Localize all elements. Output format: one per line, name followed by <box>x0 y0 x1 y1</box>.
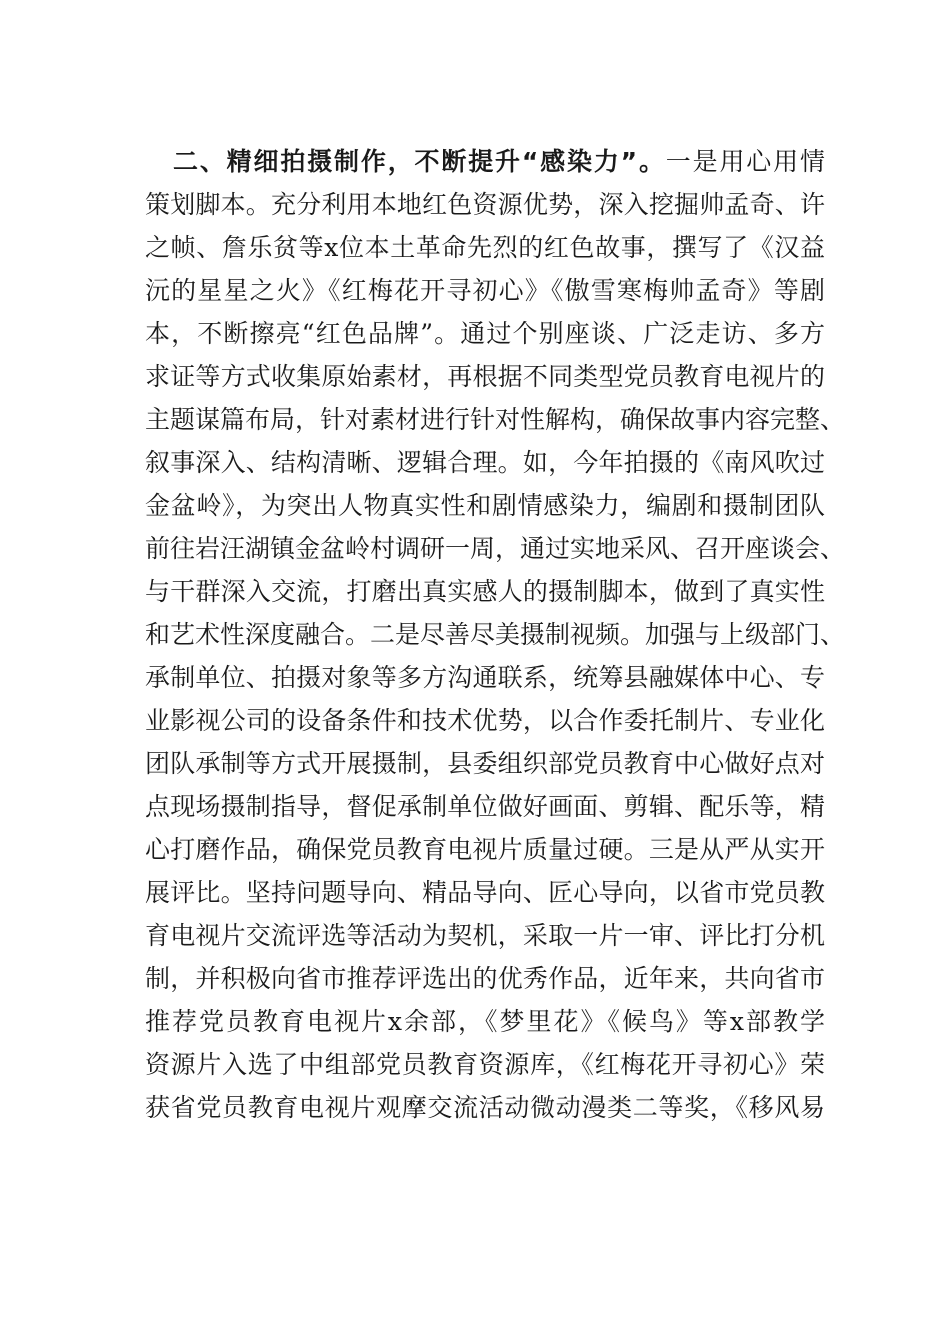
section-heading: 二、精细拍摄制作，不断提升“感染力”。 <box>173 147 666 176</box>
text-line: 金盆岭》，为突出人物真实性和剧情感染力，编剧和摄制团队 <box>145 491 825 520</box>
text-line: 叙事深入、结构清晰、逻辑合理。如，今年拍摄的《南风吹过 <box>145 448 825 477</box>
text-line: 一是用心用情 <box>665 147 825 176</box>
text-line: 团队承制等方式开展摄制，县委组织部党员教育中心做好点对 <box>145 749 825 778</box>
text-line: 资源片入选了中组部党员教育资源库，《红梅花开寻初心》荣 <box>145 1050 825 1079</box>
text-line: 策划脚本。充分利用本地红色资源优势，深入挖掘帅孟奇、许 <box>145 190 825 219</box>
text-line: 制，并积极向省市推荐评选出的优秀作品，近年来，共向省市 <box>145 964 825 993</box>
body-text <box>145 140 846 1129</box>
text-line: 承制单位、拍摄对象等多方沟通联系，统筹县融媒体中心、专 <box>145 663 825 692</box>
text-line: 获省党员教育电视片观摩交流活动微动漫类二等奖，《移风易 <box>145 1093 825 1122</box>
text-line: 展评比。坚持问题导向、精品导向、匠心导向，以省市党员教 <box>145 878 825 907</box>
text-line: 和艺术性深度融合。二是尽善尽美摄制视频。加强与上级部门、 <box>145 620 846 649</box>
text-line: 推荐党员教育电视片x余部，《梦里花》《候鸟》等x部教学 <box>145 1007 825 1036</box>
text-line: 前往岩汪湖镇金盆岭村调研一周，通过实地采风、召开座谈会、 <box>145 534 846 563</box>
text-line: 主题谋篇布局，针对素材进行针对性解构，确保故事内容完整、 <box>145 405 846 434</box>
text-line: 育电视片交流评选等活动为契机，采取一片一审、评比打分机 <box>145 921 825 950</box>
text-line: 心打磨作品，确保党员教育电视片质量过硬。三是从严从实开 <box>145 835 825 864</box>
text-line: 之帧、詹乐贫等x位本土革命先烈的红色故事，撰写了《汉益 <box>145 233 825 262</box>
text-line: 本，不断擦亮“红色品牌”。通过个别座谈、广泛走访、多方 <box>145 319 825 348</box>
text-line: 求证等方式收集原始素材，再根据不同类型党员教育电视片的 <box>145 362 825 391</box>
text-line: 沅的星星之火》《红梅花开寻初心》《傲雪寒梅帅孟奇》等剧 <box>145 276 825 305</box>
paragraph-first-line <box>145 140 825 183</box>
text-line: 点现场摄制指导，督促承制单位做好画面、剪辑、配乐等，精 <box>145 792 825 821</box>
text-line: 业影视公司的设备条件和技术优势，以合作委托制片、专业化 <box>145 706 825 735</box>
text-line: 与干群深入交流，打磨出真实感人的摄制脚本，做到了真实性 <box>145 577 825 606</box>
